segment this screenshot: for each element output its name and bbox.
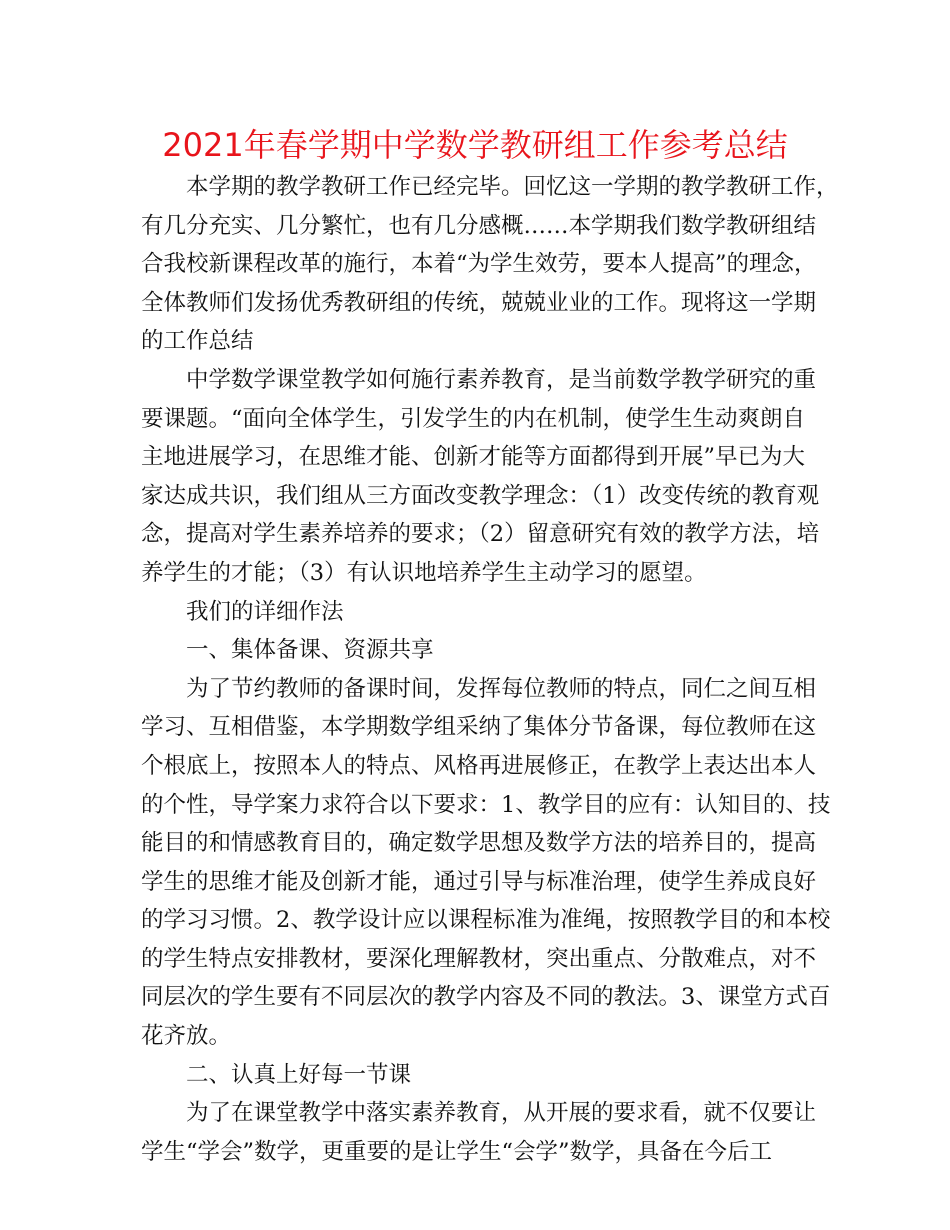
text-line: 要课题。“面向全体学生，引发学生的内在机制，使学生生动爽朗自 (141, 405, 806, 432)
document-title: 2021年春学期中学数学教研组工作参考总结 (162, 126, 788, 164)
text-line: 学习、互相借鉴，本学期数学组采纳了集体分节备课，每位教师在这 (141, 714, 817, 741)
text-line: 养学生的才能；（3）有认识地培养学生主动学习的愿望。 (141, 559, 707, 586)
text-line: 本学期的教学教研工作已经完毕。回忆这一学期的教学教研工作， (141, 174, 839, 200)
document-body (141, 168, 839, 1171)
text-line: 为了在课堂教学中落实素养教育，从开展的要求看，就不仅要让 (141, 1100, 817, 1127)
text-line: 我们的详细作法 (141, 598, 344, 625)
section-heading: 二、认真上好每一节课 (141, 1061, 412, 1088)
text-line: 学生“学会”数学，更重要的是让学生“会学”数学，具备在今后工 (141, 1138, 773, 1165)
section-heading: 一、集体备课、资源共享 (141, 637, 434, 664)
text-line: 的学生特点安排教材，要深化理解教材，突出重点、分散难点，对不 (141, 945, 817, 972)
text-line: 同层次的学生要有不同层次的教学内容及不同的教法。3、课堂方式百 (141, 984, 831, 1011)
text-line: 中学数学课堂教学如何施行素养教育，是当前数学教学研究的重 (141, 366, 817, 393)
text-line: 的工作总结 (141, 328, 254, 355)
text-line: 合我校新课程改革的施行，本着“为学生效劳，要本人提高”的理念， (141, 251, 817, 278)
text-line: 的个性，导学案力求符合以下要求：1、教学目的应有：认知目的、技 (141, 791, 831, 818)
text-line: 有几分充实、几分繁忙，也有几分感概……本学期我们数学教研组结 (141, 212, 817, 239)
text-line: 主地进展学习，在思维才能、创新才能等方面都得到开展”早已为大 (141, 444, 806, 471)
text-line: 全体教师们发扬优秀教研组的传统，兢兢业业的工作。现将这一学期 (141, 289, 817, 316)
text-line: 的学习习惯。2、教学设计应以课程标准为准绳，按照教学目的和本校 (141, 907, 831, 934)
text-line: 学生的思维才能及创新才能，通过引导与标准治理，使学生养成良好 (141, 868, 817, 895)
text-line: 个根底上，按照本人的特点、风格再进展修正，在教学上表达出本人 (141, 752, 817, 779)
text-line: 念，提高对学生素养培养的要求；（2）留意研究有效的教学方法，培 (141, 521, 820, 548)
text-line: 能目的和情感教育目的，确定数学思想及数学方法的培养目的，提高 (141, 830, 817, 857)
text-line: 家达成共识，我们组从三方面改变教学理念：（1）改变传统的教育观 (141, 482, 820, 509)
text-line: 花齐放。 (141, 1023, 232, 1050)
text-line: 为了节约教师的备课时间，发挥每位教师的特点，同仁之间互相 (141, 675, 817, 702)
